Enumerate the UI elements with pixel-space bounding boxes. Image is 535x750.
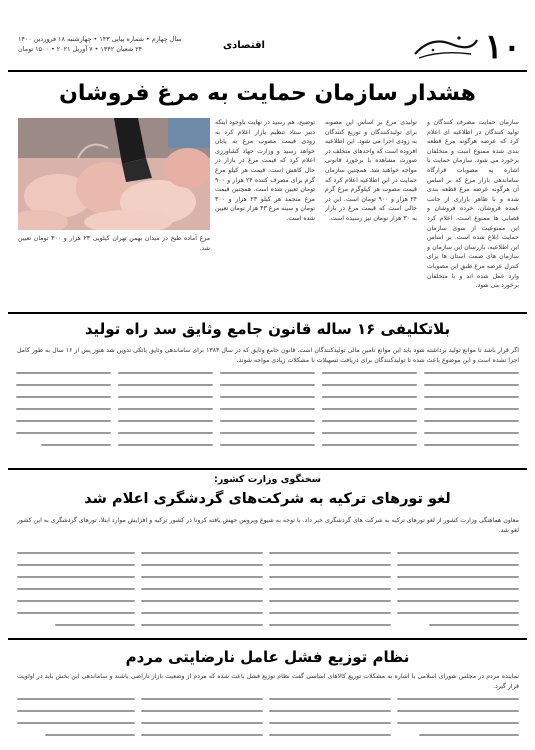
text-line	[118, 372, 213, 374]
text-line	[141, 698, 263, 700]
story1-column-right: سازمان حمایت مصرف کنندگان و تولید کنندگان در اطلاعیه ای اعلام کرد که عرضه هرگونه مرغ قطعه بندی شده ممنوع است و متخلفان برخورد می شود. سازمان حمایت با اشاره به مصوبات قرارگاه ساماندهی بازار مرغ که بر اساس آن هرگونه عرضه مرغ قطعه بندی شده و با ظاهر بازاری از جانب عمده فروشان، خرده فروشان و قصابی ها ممنوع است، اعلام کرد این ممنوعیت از سوی سازمان حمایت ابلاغ شده است. بر اساس این اطلاعیه، بازرسان این سازمان و سازمان های صمت استان ها برای کنترل عرضه مرغ طبق این مصوبات وارد عمل شده اند و با متخلفان برخورد می شود.	[427, 119, 519, 290]
text-line	[424, 444, 519, 446]
text-line	[397, 612, 519, 614]
text-line	[16, 384, 111, 386]
text-line	[269, 552, 391, 554]
text-line	[41, 444, 111, 446]
text-line	[17, 588, 135, 590]
story2-body	[17, 346, 519, 464]
text-line	[141, 734, 263, 736]
text-line	[269, 588, 391, 590]
text-line	[17, 710, 135, 712]
text-line	[141, 576, 263, 578]
story2-headline: بلاتکلیفی ۱۶ ساله قانون جامع وثایق سد راه تولید	[84, 320, 451, 338]
issue-line-1: سال چهارم • شماره پیاپی ۱۴۳ • چهارشنبه ۱۸ فروردین ۱۴۰۰	[18, 35, 182, 43]
text-line	[269, 612, 391, 614]
story3-kicker: سخنگوی وزارت کشور:	[214, 474, 321, 485]
story2-text: اگر قرار باشد تا موانع تولید برداشته شود باید این موانع تامین مالی تولیدکنندگان است. قانون جامع وثایق که در سال ۱۳۸۳ برای ساماندهی وثایق بانکی تدوین شد هنوز پس از ۱۶ سال به طور کامل اجرا نشده است و این موضوع باعث شده تا تولیدکنندگان برای دریافت تسهیلات با مشکلات زیادی مواجه شوند.	[17, 347, 519, 364]
issue-info	[18, 34, 188, 54]
story3-body: معاون هماهنگی وزارت کشور از لغو تورهای ترکیه به شرکت های گردشگری خبر داد. با توجه به شیوع ویروس جهش یافته کرونا در کشور ترکیه و افزایش موارد ابتلا، تورهای گردشگری به این کشور لغو شد.	[17, 517, 519, 534]
text-line	[397, 588, 519, 590]
text-line	[269, 624, 391, 626]
text-line	[17, 564, 135, 566]
text-line	[17, 698, 135, 700]
text-line	[322, 432, 417, 434]
text-line	[17, 722, 135, 724]
divider-2	[8, 468, 527, 470]
text-line	[269, 564, 391, 566]
text-line	[17, 600, 135, 602]
page-number: ۱۰	[484, 27, 521, 67]
text-line	[322, 408, 417, 410]
text-line	[141, 710, 263, 712]
newspaper-logo-icon	[411, 32, 481, 62]
text-line	[397, 576, 519, 578]
section-label: اقتصادی	[223, 40, 265, 51]
story1-column-left: توضیح، هم رسید در نهایت باوجود اینکه دبیر ستاد تنظیم بازار اعلام کرد به زودی قیمت مصوب مرغ به پایان خواهد رسید و وزارت جهاد کشاورزی اعلام کرد که قیمت مرغ در بازار در حال کاهش است. قیمت هر کیلو مرغ گرم برای مصرف کننده ۲۴ هزار و ۹۰۰ تومان تعیین شده است. همچنین قیمت مرغ منجمد هر کیلو ۲۳ هزار و ۳۰۰ تومان و سینه مرغ ۴۳ هزار تومان تعیین شده است.	[215, 119, 315, 222]
text-line	[322, 384, 417, 386]
divider-1	[8, 312, 527, 314]
text-line	[269, 710, 391, 712]
text-line	[220, 444, 315, 446]
text-line	[141, 564, 263, 566]
text-line	[141, 588, 263, 590]
text-line	[419, 734, 519, 736]
text-line	[141, 612, 263, 614]
text-line	[424, 372, 519, 374]
text-line	[322, 396, 417, 398]
text-line	[424, 420, 519, 422]
text-line	[397, 710, 519, 712]
text-line	[220, 420, 315, 422]
text-line	[220, 432, 315, 434]
text-line	[269, 734, 391, 736]
masthead	[8, 28, 527, 72]
text-line	[16, 372, 111, 374]
text-line	[220, 384, 315, 386]
text-line	[16, 432, 111, 434]
chicken-meat-photo	[18, 118, 210, 230]
divider-3	[8, 638, 527, 640]
text-line	[45, 734, 135, 736]
text-line	[118, 396, 213, 398]
issue-line-2: ۲۴ شعبان ۱۴۴۲ • ۷ آوریل ۲۰۲۱ • ۱۵۰۰ تومان	[18, 45, 143, 53]
photo-caption: مرغ آماده طبخ در میدان بهمن تهران کیلویی ۲۳ هزار و ۳۰۰ تومان تعیین شد.	[18, 235, 210, 252]
text-line	[424, 384, 519, 386]
text-line	[397, 698, 519, 700]
text-line	[322, 420, 417, 422]
story4-body: نماینده مردم در مجلس شورای اسلامی با اشاره به مشکلات توزیع کالاهای اساسی گفت نظام توزیع فشل باعث شده که مردم از وضعیت بازار ناراضی باشند و ساماندهی این بخش باید در اولویت قرار گیرد.	[17, 673, 519, 690]
text-line	[16, 408, 111, 410]
text-line	[397, 722, 519, 724]
text-line	[397, 564, 519, 566]
story3-headline: لغو تورهای ترکیه به شرکت‌های گردشگری اعلام شد	[84, 491, 451, 507]
text-line	[424, 432, 519, 434]
text-line	[141, 552, 263, 554]
text-line	[17, 612, 135, 614]
text-line	[55, 624, 135, 626]
story1-headline: هشدار سازمان حمایت به مرغ فروشان	[59, 81, 476, 106]
text-line	[322, 444, 417, 446]
text-line	[220, 396, 315, 398]
text-line	[220, 408, 315, 410]
text-line	[141, 624, 263, 626]
text-line	[429, 624, 519, 626]
chicken-photo-icon	[18, 118, 210, 230]
text-line	[397, 552, 519, 554]
text-line	[17, 552, 135, 554]
story4-headline: نظام توزیع فشل عامل نارضایتی مردم	[125, 648, 410, 666]
text-line	[397, 600, 519, 602]
text-line	[424, 408, 519, 410]
text-line	[141, 600, 263, 602]
story1-column-middle: تولیدی مرغ بر اساس این مصوبه برای تولیدکنندگان و توزیع کنندگان به زودی اجرا می شود. این اطلاعیه افزوده است که واحدهای متخلف در صورت مشاهده با برخورد قانونی مواجه خواهند شد. همچنین سازمان حمایت در این اطلاعیه اعلام کرد که قیمت مصوب هر کیلوگرم مرغ گرم ۲۴ هزار و ۹۰۰ تومان است. این در حالی است که قیمت مرغ در بازار به ۳۰ هزار تومان نیز رسیده است.	[325, 119, 417, 222]
text-line	[118, 384, 213, 386]
text-line	[118, 420, 213, 422]
text-line	[16, 396, 111, 398]
text-line	[269, 722, 391, 724]
text-line	[141, 722, 263, 724]
text-line	[269, 576, 391, 578]
text-line	[424, 396, 519, 398]
text-line	[269, 600, 391, 602]
text-line	[322, 372, 417, 374]
text-line	[16, 420, 111, 422]
text-line	[17, 576, 135, 578]
text-line	[220, 372, 315, 374]
text-line	[269, 698, 391, 700]
text-line	[118, 408, 213, 410]
text-line	[118, 432, 213, 434]
text-line	[118, 444, 213, 446]
